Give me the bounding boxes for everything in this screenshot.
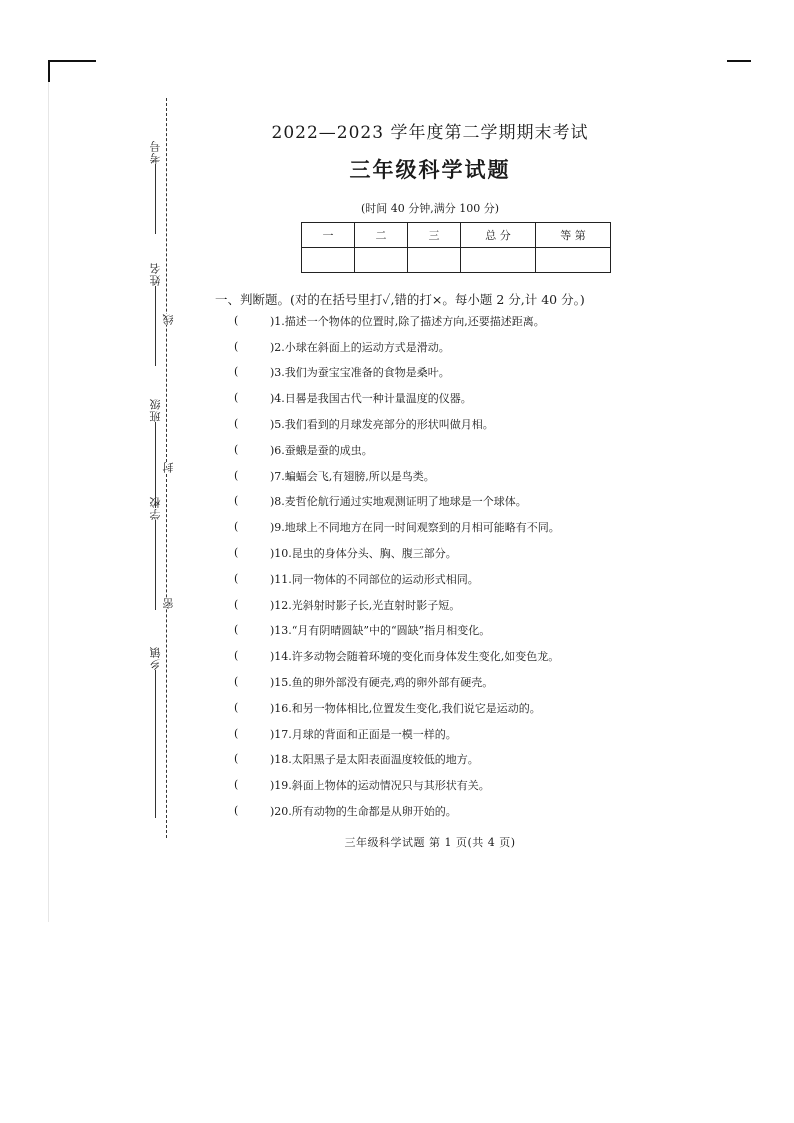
open-paren: ( (234, 546, 239, 560)
open-paren: ( (234, 623, 239, 637)
name-label: 姓名 (148, 262, 164, 366)
question-text: )9.地球上不同地方在同一时间观察到的月相可能略有不同。 (270, 521, 560, 535)
open-paren: ( (234, 597, 239, 611)
open-paren: ( (234, 391, 239, 405)
score-header-total: 总 分 (461, 223, 536, 248)
open-paren: ( (234, 726, 239, 740)
question-text: )8.麦哲伦航行通过实地观测证明了地球是一个球体。 (270, 495, 527, 509)
question-item (232, 592, 652, 618)
question-text: )11.同一物体的不同部位的运动形式相同。 (270, 572, 479, 586)
page-footer: 三年级科学试题 第 1 页(共 4 页) (344, 836, 516, 849)
name-blank (156, 286, 157, 366)
question-item (232, 385, 652, 411)
open-paren: ( (234, 365, 239, 379)
score-cell (461, 248, 536, 273)
open-paren: ( (234, 520, 239, 534)
school-blank (156, 520, 157, 610)
question-item (232, 695, 652, 721)
binding-mark-secret: 密 (162, 598, 175, 609)
score-header-1: 一 (302, 223, 355, 248)
open-paren: ( (234, 313, 239, 327)
score-table (301, 222, 611, 273)
township-label: 乡镇 (148, 646, 164, 818)
question-text: )10.昆虫的身体分头、胸、腹三部分。 (270, 547, 457, 561)
score-cell (302, 248, 355, 273)
open-paren: ( (234, 442, 239, 456)
open-paren: ( (234, 494, 239, 508)
open-paren: ( (234, 339, 239, 353)
question-text: )5.我们看到的月球发亮部分的形状叫做月相。 (270, 418, 494, 432)
open-paren: ( (234, 417, 239, 431)
exam-number-blank (156, 164, 157, 234)
question-item (232, 618, 652, 644)
question-text: )17.月球的背面和正面是一模一样的。 (270, 727, 457, 741)
open-paren: ( (234, 778, 239, 792)
question-item (232, 747, 652, 773)
class-label: 班级 (148, 398, 164, 508)
open-paren: ( (234, 675, 239, 689)
question-item (232, 798, 652, 824)
score-table-blank-row (302, 248, 611, 273)
open-paren: ( (234, 649, 239, 663)
question-item (232, 334, 652, 360)
question-item (232, 721, 652, 747)
score-cell (408, 248, 461, 273)
township-blank (156, 670, 157, 818)
question-item (232, 643, 652, 669)
question-text: )7.蝙蝠会飞,有翅膀,所以是鸟类。 (270, 469, 435, 483)
question-item (232, 463, 652, 489)
scan-corner-mark (727, 60, 751, 62)
question-text: )16.和另一物体相比,位置发生变化,我们说它是运动的。 (270, 701, 541, 715)
question-item (232, 669, 652, 695)
question-item (232, 489, 652, 515)
question-text: )12.光斜射时影子长,光直射时影子短。 (270, 598, 461, 612)
time-score-note: (时间 40 分钟,满分 100 分) (360, 202, 500, 215)
exam-subject: 三年级科学试题 (349, 157, 511, 182)
question-item (232, 514, 652, 540)
question-text: )2.小球在斜面上的运动方式是滑动。 (270, 340, 450, 354)
score-header-2: 二 (355, 223, 408, 248)
question-text: )4.日晷是我国古代一种计量温度的仪器。 (270, 392, 472, 406)
open-paren: ( (234, 468, 239, 482)
section-heading-true-false: 一、判断题。(对的在括号里打✓,错的打×。每小题 2 分,计 40 分。) (215, 292, 585, 307)
question-text: )19.斜面上物体的运动情况只与其形状有关。 (270, 779, 490, 793)
open-paren: ( (234, 752, 239, 766)
exam-title: 2022—2023 学年度第二学期期末考试 (271, 123, 589, 143)
question-text: )20.所有动物的生命都是从卵开始的。 (270, 805, 457, 819)
question-item (232, 566, 652, 592)
open-paren: ( (234, 700, 239, 714)
question-text: )14.许多动物会随着环境的变化而身体发生变化,如变色龙。 (270, 650, 560, 664)
question-text: )18.太阳黑子是太阳表面温度较低的地方。 (270, 753, 479, 767)
score-table-header-row (302, 223, 611, 248)
question-item (232, 772, 652, 798)
scan-edge (48, 82, 49, 922)
question-item (232, 540, 652, 566)
question-item (232, 308, 652, 334)
score-cell (355, 248, 408, 273)
binding-mark-seal: 封 (162, 462, 175, 473)
question-item (232, 411, 652, 437)
score-header-3: 三 (408, 223, 461, 248)
question-item (232, 437, 652, 463)
exam-number-label: 考号 (148, 140, 164, 234)
question-text: )1.描述一个物体的位置时,除了描述方向,还要描述距离。 (270, 314, 545, 328)
score-header-grade: 等 第 (536, 223, 611, 248)
question-text: )15.鱼的卵外部没有硬壳,鸡的卵外部有硬壳。 (270, 676, 494, 690)
question-text: )6.蚕蛾是蚕的成虫。 (270, 443, 373, 457)
question-item (232, 360, 652, 386)
score-cell (536, 248, 611, 273)
scan-corner-mark (48, 60, 50, 82)
open-paren: ( (234, 571, 239, 585)
open-paren: ( (234, 804, 239, 818)
school-label: 学校 (148, 496, 164, 610)
scan-corner-mark (48, 60, 96, 62)
binding-mark-line: 线 (162, 314, 175, 325)
question-list (232, 308, 652, 824)
question-text: )13.“月有阴晴圆缺”中的“圆缺”指月相变化。 (270, 624, 491, 638)
question-text: )3.我们为蚕宝宝准备的食物是桑叶。 (270, 366, 450, 380)
